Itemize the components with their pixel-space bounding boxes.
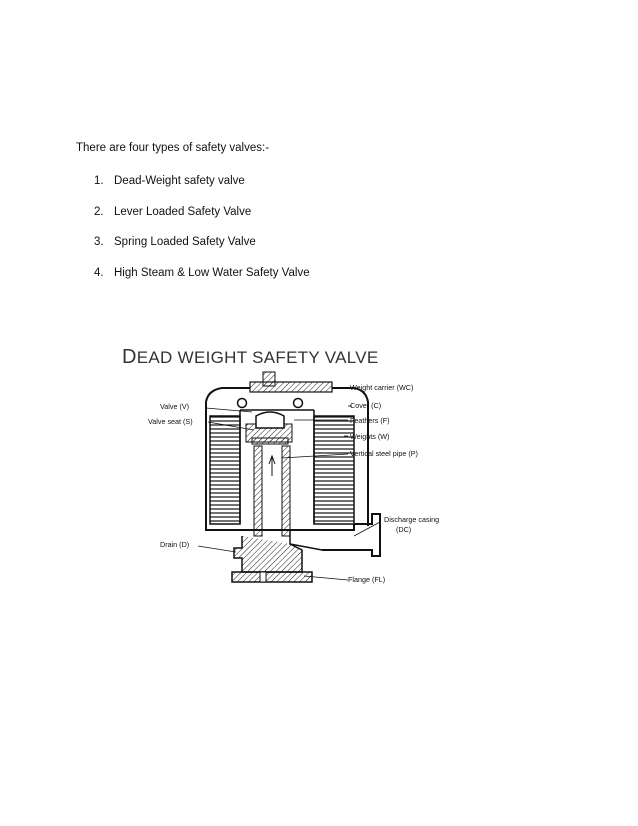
label-valve: Valve (V)	[160, 402, 190, 411]
safety-valve-types-list	[94, 175, 310, 297]
label-flange: Flange (FL)	[348, 575, 386, 584]
label-discharge-1: Discharge casing	[384, 515, 440, 524]
valve-cap	[256, 412, 284, 428]
list-item: 2. Lever Loaded Safety Valve	[94, 205, 252, 218]
label-discharge-2: (DC)	[396, 525, 412, 534]
valve-diagram	[122, 346, 442, 591]
flange	[232, 572, 312, 582]
label-valve-seat: Valve seat (S)	[148, 417, 193, 426]
vertical-pipe-wall-right	[282, 446, 290, 536]
list-item: 4. High Steam & Low Water Safety Valve	[94, 266, 310, 279]
label-vertical-pipe: Vertical steel pipe (P)	[350, 449, 418, 458]
list-item: 3. Spring Loaded Safety Valve	[94, 236, 256, 248]
roller-right	[294, 399, 303, 408]
intro-text: There are four types of safety valves:-	[76, 142, 270, 154]
label-weight-carrier: Weight carrier (WC)	[350, 383, 414, 392]
dead-weight-valve-figure	[122, 346, 442, 591]
label-feathers: Feathers (F)	[350, 416, 390, 425]
figure-title: DEAD WEIGHT SAFETY VALVE	[122, 346, 379, 368]
lower-body	[234, 536, 302, 572]
list-item: 1. Dead-Weight safety valve	[94, 175, 245, 187]
valve-seat	[252, 438, 288, 444]
weights-right	[314, 416, 354, 524]
label-drain: Drain (D)	[160, 540, 190, 549]
vertical-pipe-wall-left	[254, 446, 262, 536]
label-weights: Weights (W)	[350, 432, 390, 441]
valve-stem-top	[263, 372, 275, 386]
roller-left	[238, 399, 247, 408]
weights-left	[210, 416, 240, 524]
label-cover: Cover (C)	[350, 401, 382, 410]
weight-carrier	[250, 382, 332, 392]
